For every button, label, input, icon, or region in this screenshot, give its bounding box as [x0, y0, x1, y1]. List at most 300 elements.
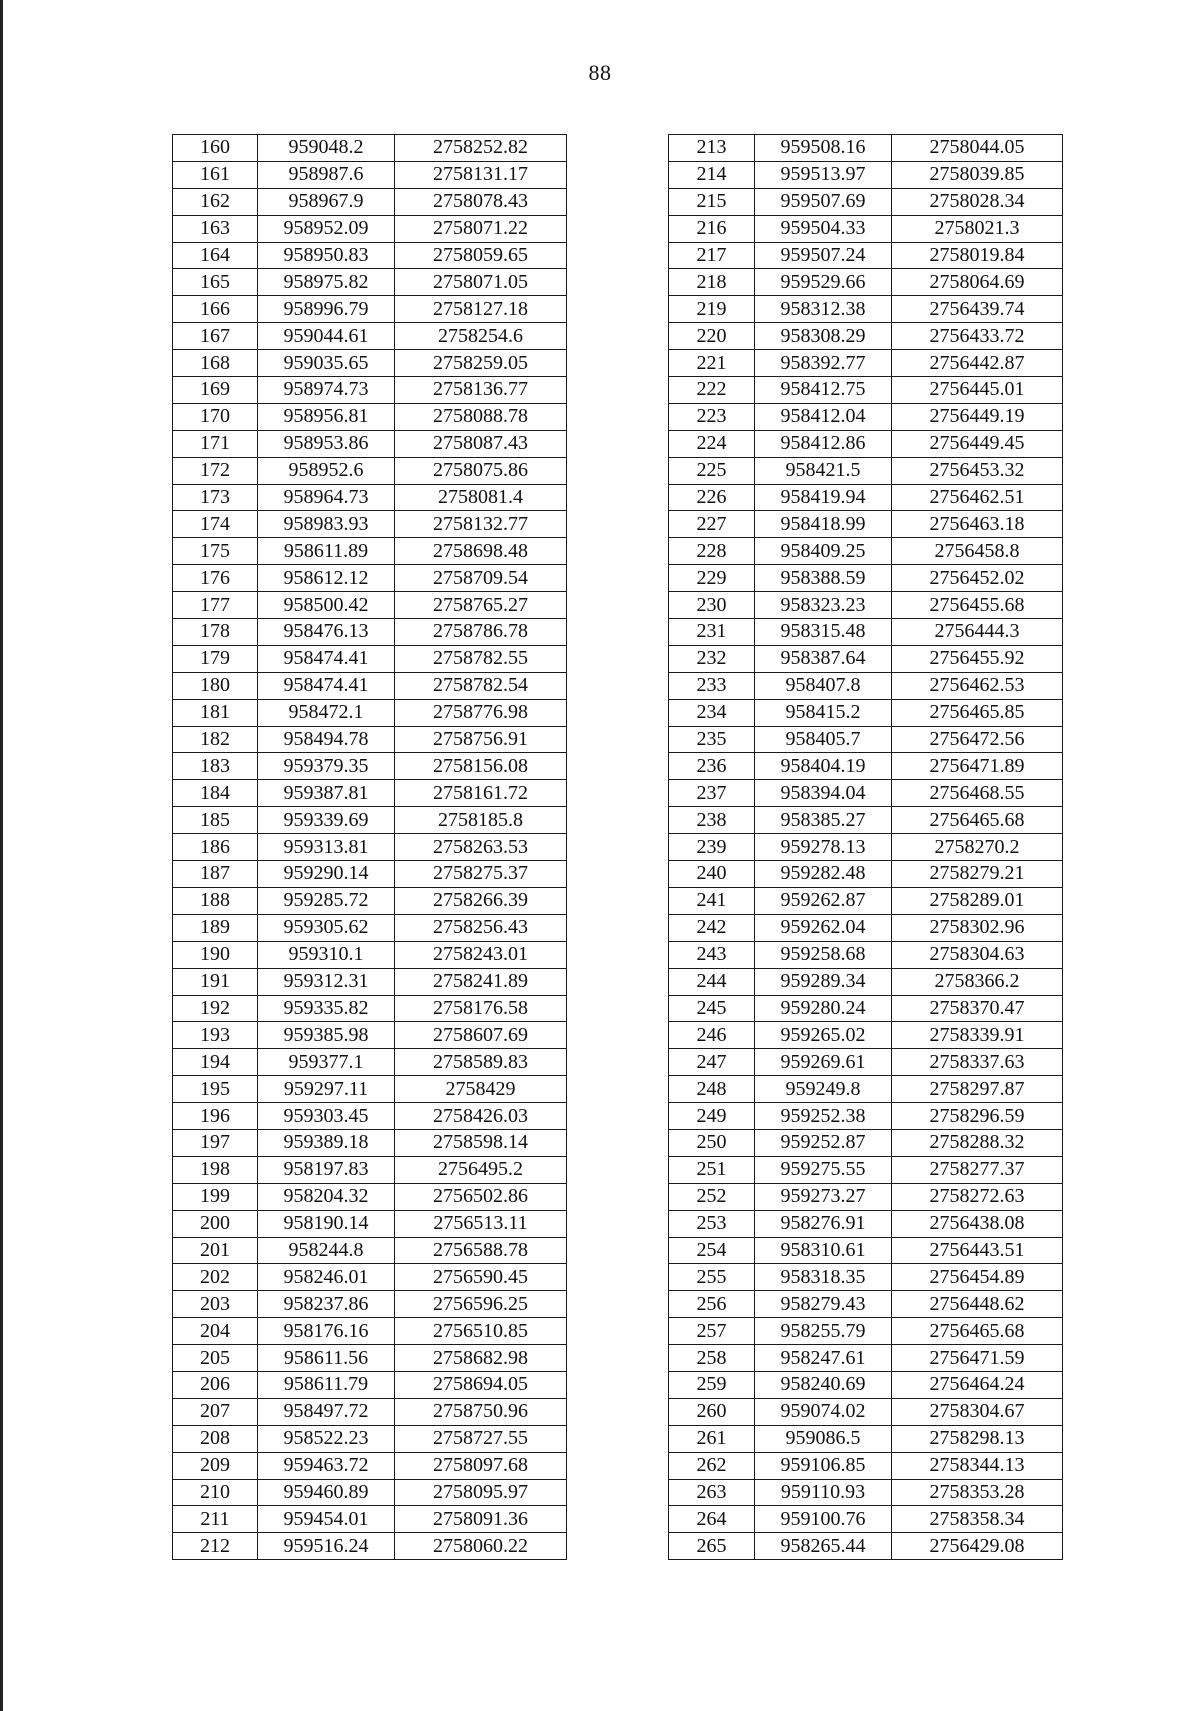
table-row [669, 1452, 1063, 1479]
y-coordinate-cell: 2758256.43 [395, 914, 567, 941]
y-coordinate-cell: 2758071.22 [395, 215, 567, 242]
y-coordinate-cell: 2758161.72 [395, 780, 567, 807]
table-row [173, 834, 567, 861]
x-coordinate-cell: 958611.56 [258, 1345, 395, 1372]
table-row [173, 1345, 567, 1372]
y-coordinate-cell: 2756449.45 [892, 430, 1063, 457]
table-row [669, 484, 1063, 511]
x-coordinate-cell: 959269.61 [755, 1049, 892, 1076]
point-number-cell: 210 [173, 1479, 258, 1506]
x-coordinate-cell: 959507.24 [755, 242, 892, 269]
point-number-cell: 163 [173, 215, 258, 242]
table-row [669, 1237, 1063, 1264]
point-number-cell: 219 [669, 296, 755, 323]
table-row [669, 914, 1063, 941]
y-coordinate-cell: 2758298.13 [892, 1425, 1063, 1452]
table-row [173, 699, 567, 726]
x-coordinate-cell: 959252.87 [755, 1129, 892, 1156]
table-row [173, 1264, 567, 1291]
table-row [173, 1237, 567, 1264]
point-number-cell: 230 [669, 592, 755, 619]
point-number-cell: 182 [173, 726, 258, 753]
y-coordinate-cell: 2758075.86 [395, 457, 567, 484]
y-coordinate-cell: 2756445.01 [892, 377, 1063, 404]
table-row [173, 645, 567, 672]
table-row [173, 914, 567, 941]
page-number: 88 [588, 60, 612, 85]
y-coordinate-cell: 2758078.43 [395, 188, 567, 215]
table-row [669, 753, 1063, 780]
y-coordinate-cell: 2756438.08 [892, 1210, 1063, 1237]
point-number-cell: 175 [173, 538, 258, 565]
y-coordinate-cell: 2758288.32 [892, 1129, 1063, 1156]
table-row [173, 1318, 567, 1345]
table-row [669, 1345, 1063, 1372]
point-number-cell: 245 [669, 995, 755, 1022]
x-coordinate-cell: 958312.38 [755, 296, 892, 323]
point-number-cell: 246 [669, 1022, 755, 1049]
table-row [669, 350, 1063, 377]
point-number-cell: 255 [669, 1264, 755, 1291]
y-coordinate-cell: 2758607.69 [395, 1022, 567, 1049]
x-coordinate-cell: 959305.62 [258, 914, 395, 941]
table-row [669, 1425, 1063, 1452]
table-row [173, 215, 567, 242]
table-row [669, 1156, 1063, 1183]
point-number-cell: 235 [669, 726, 755, 753]
x-coordinate-cell: 959516.24 [258, 1533, 395, 1560]
y-coordinate-cell: 2758039.85 [892, 161, 1063, 188]
x-coordinate-cell: 959282.48 [755, 861, 892, 888]
x-coordinate-cell: 958318.35 [755, 1264, 892, 1291]
y-coordinate-cell: 2756471.89 [892, 753, 1063, 780]
table-row [669, 1210, 1063, 1237]
table-row [173, 1103, 567, 1130]
point-number-cell: 261 [669, 1425, 755, 1452]
x-coordinate-cell: 959529.66 [755, 269, 892, 296]
x-coordinate-cell: 959454.01 [258, 1506, 395, 1533]
x-coordinate-cell: 958419.94 [755, 484, 892, 511]
table-row [669, 1506, 1063, 1533]
point-number-cell: 171 [173, 430, 258, 457]
x-coordinate-cell: 958950.83 [258, 242, 395, 269]
point-number-cell: 241 [669, 887, 755, 914]
point-number-cell: 218 [669, 269, 755, 296]
table-row [669, 430, 1063, 457]
x-coordinate-cell: 958611.89 [258, 538, 395, 565]
x-coordinate-cell: 958405.7 [755, 726, 892, 753]
table-row [173, 1076, 567, 1103]
table-row [669, 861, 1063, 888]
y-coordinate-cell: 2758279.21 [892, 861, 1063, 888]
y-coordinate-cell: 2756449.19 [892, 403, 1063, 430]
point-number-cell: 216 [669, 215, 755, 242]
y-coordinate-cell: 2758429 [395, 1076, 567, 1103]
x-coordinate-cell: 958385.27 [755, 807, 892, 834]
point-number-cell: 238 [669, 807, 755, 834]
x-coordinate-cell: 958964.73 [258, 484, 395, 511]
x-coordinate-cell: 958308.29 [755, 323, 892, 350]
table-row [173, 619, 567, 646]
x-coordinate-cell: 958276.91 [755, 1210, 892, 1237]
point-number-cell: 208 [173, 1425, 258, 1452]
table-row [669, 619, 1063, 646]
y-coordinate-cell: 2758059.65 [395, 242, 567, 269]
point-number-cell: 222 [669, 377, 755, 404]
y-coordinate-cell: 2758694.05 [395, 1371, 567, 1398]
y-coordinate-cell: 2758064.69 [892, 269, 1063, 296]
x-coordinate-cell: 958967.9 [258, 188, 395, 215]
x-coordinate-cell: 958279.43 [755, 1291, 892, 1318]
y-coordinate-cell: 2756458.8 [892, 538, 1063, 565]
y-coordinate-cell: 2756448.62 [892, 1291, 1063, 1318]
point-number-cell: 184 [173, 780, 258, 807]
point-number-cell: 223 [669, 403, 755, 430]
table-row [173, 861, 567, 888]
y-coordinate-cell: 2758021.3 [892, 215, 1063, 242]
point-number-cell: 263 [669, 1479, 755, 1506]
point-number-cell: 260 [669, 1398, 755, 1425]
x-coordinate-cell: 959387.81 [258, 780, 395, 807]
y-coordinate-cell: 2758266.39 [395, 887, 567, 914]
table-row [669, 511, 1063, 538]
point-number-cell: 162 [173, 188, 258, 215]
table-row [669, 565, 1063, 592]
table-row [669, 1318, 1063, 1345]
table-row [173, 188, 567, 215]
table-row [173, 941, 567, 968]
y-coordinate-cell: 2758254.6 [395, 323, 567, 350]
y-coordinate-cell: 2756465.68 [892, 1318, 1063, 1345]
point-number-cell: 250 [669, 1129, 755, 1156]
table-row [669, 1479, 1063, 1506]
point-number-cell: 213 [669, 135, 755, 162]
table-row [173, 1183, 567, 1210]
x-coordinate-cell: 959252.38 [755, 1103, 892, 1130]
y-coordinate-cell: 2758097.68 [395, 1452, 567, 1479]
table-row [669, 188, 1063, 215]
x-coordinate-cell: 958315.48 [755, 619, 892, 646]
point-number-cell: 164 [173, 242, 258, 269]
x-coordinate-cell: 958404.19 [755, 753, 892, 780]
table-row [173, 1291, 567, 1318]
y-coordinate-cell: 2758263.53 [395, 834, 567, 861]
table-row [669, 242, 1063, 269]
x-coordinate-cell: 959048.2 [258, 135, 395, 162]
point-number-cell: 209 [173, 1452, 258, 1479]
point-number-cell: 168 [173, 350, 258, 377]
y-coordinate-cell: 2756495.2 [395, 1156, 567, 1183]
point-number-cell: 193 [173, 1022, 258, 1049]
x-coordinate-cell: 958953.86 [258, 430, 395, 457]
point-number-cell: 200 [173, 1210, 258, 1237]
x-coordinate-cell: 959339.69 [258, 807, 395, 834]
x-coordinate-cell: 959335.82 [258, 995, 395, 1022]
point-number-cell: 221 [669, 350, 755, 377]
x-coordinate-cell: 958474.41 [258, 672, 395, 699]
point-number-cell: 190 [173, 941, 258, 968]
x-coordinate-cell: 959313.81 [258, 834, 395, 861]
table-row [173, 565, 567, 592]
point-number-cell: 170 [173, 403, 258, 430]
x-coordinate-cell: 959289.34 [755, 968, 892, 995]
y-coordinate-cell: 2758095.97 [395, 1479, 567, 1506]
x-coordinate-cell: 958407.8 [755, 672, 892, 699]
point-number-cell: 252 [669, 1183, 755, 1210]
point-number-cell: 253 [669, 1210, 755, 1237]
y-coordinate-cell: 2756442.87 [892, 350, 1063, 377]
x-coordinate-cell: 958412.75 [755, 377, 892, 404]
point-number-cell: 173 [173, 484, 258, 511]
page-edge-line [0, 0, 3, 1711]
x-coordinate-cell: 958497.72 [258, 1398, 395, 1425]
y-coordinate-cell: 2758756.91 [395, 726, 567, 753]
x-coordinate-cell: 958975.82 [258, 269, 395, 296]
y-coordinate-cell: 2758019.84 [892, 242, 1063, 269]
point-number-cell: 172 [173, 457, 258, 484]
point-number-cell: 161 [173, 161, 258, 188]
point-number-cell: 176 [173, 565, 258, 592]
y-coordinate-cell: 2758344.13 [892, 1452, 1063, 1479]
point-number-cell: 187 [173, 861, 258, 888]
table-row [669, 457, 1063, 484]
x-coordinate-cell: 958392.77 [755, 350, 892, 377]
x-coordinate-cell: 958476.13 [258, 619, 395, 646]
x-coordinate-cell: 959385.98 [258, 1022, 395, 1049]
y-coordinate-cell: 2758296.59 [892, 1103, 1063, 1130]
table-row [173, 377, 567, 404]
point-number-cell: 258 [669, 1345, 755, 1372]
y-coordinate-cell: 2758366.2 [892, 968, 1063, 995]
point-number-cell: 178 [173, 619, 258, 646]
table-row [173, 430, 567, 457]
y-coordinate-cell: 2758275.37 [395, 861, 567, 888]
x-coordinate-cell: 958421.5 [755, 457, 892, 484]
y-coordinate-cell: 2758185.8 [395, 807, 567, 834]
table-row [669, 726, 1063, 753]
y-coordinate-cell: 2756472.56 [892, 726, 1063, 753]
x-coordinate-cell: 958246.01 [258, 1264, 395, 1291]
point-number-cell: 169 [173, 377, 258, 404]
table-row [173, 538, 567, 565]
y-coordinate-cell: 2756465.85 [892, 699, 1063, 726]
y-coordinate-cell: 2758259.05 [395, 350, 567, 377]
table-row [669, 1049, 1063, 1076]
point-number-cell: 192 [173, 995, 258, 1022]
point-number-cell: 244 [669, 968, 755, 995]
point-number-cell: 226 [669, 484, 755, 511]
table-row [173, 995, 567, 1022]
x-coordinate-cell: 959044.61 [258, 323, 395, 350]
x-coordinate-cell: 958418.99 [755, 511, 892, 538]
table-row [173, 242, 567, 269]
y-coordinate-cell: 2758127.18 [395, 296, 567, 323]
table-row [669, 1076, 1063, 1103]
x-coordinate-cell: 959100.76 [755, 1506, 892, 1533]
table-row [173, 1049, 567, 1076]
x-coordinate-cell: 958244.8 [258, 1237, 395, 1264]
y-coordinate-cell: 2758132.77 [395, 511, 567, 538]
table-row [173, 1156, 567, 1183]
point-number-cell: 225 [669, 457, 755, 484]
x-coordinate-cell: 958996.79 [258, 296, 395, 323]
point-number-cell: 198 [173, 1156, 258, 1183]
x-coordinate-cell: 958987.6 [258, 161, 395, 188]
table-row [173, 1506, 567, 1533]
table-row [173, 1479, 567, 1506]
table-row [173, 296, 567, 323]
x-coordinate-cell: 959303.45 [258, 1103, 395, 1130]
y-coordinate-cell: 2758071.05 [395, 269, 567, 296]
x-coordinate-cell: 958983.93 [258, 511, 395, 538]
y-coordinate-cell: 2758131.17 [395, 161, 567, 188]
point-number-cell: 186 [173, 834, 258, 861]
x-coordinate-cell: 958412.04 [755, 403, 892, 430]
point-number-cell: 256 [669, 1291, 755, 1318]
x-coordinate-cell: 958197.83 [258, 1156, 395, 1183]
point-number-cell: 264 [669, 1506, 755, 1533]
point-number-cell: 185 [173, 807, 258, 834]
point-number-cell: 183 [173, 753, 258, 780]
table-row [669, 995, 1063, 1022]
x-coordinate-cell: 959106.85 [755, 1452, 892, 1479]
y-coordinate-cell: 2758750.96 [395, 1398, 567, 1425]
y-coordinate-cell: 2756596.25 [395, 1291, 567, 1318]
x-coordinate-cell: 959310.1 [258, 941, 395, 968]
table-row [669, 645, 1063, 672]
x-coordinate-cell: 959262.87 [755, 887, 892, 914]
point-number-cell: 215 [669, 188, 755, 215]
point-number-cell: 227 [669, 511, 755, 538]
x-coordinate-cell: 959463.72 [258, 1452, 395, 1479]
x-coordinate-cell: 958323.23 [755, 592, 892, 619]
point-number-cell: 247 [669, 1049, 755, 1076]
y-coordinate-cell: 2758028.34 [892, 188, 1063, 215]
y-coordinate-cell: 2758241.89 [395, 968, 567, 995]
y-coordinate-cell: 2756513.11 [395, 1210, 567, 1237]
point-number-cell: 234 [669, 699, 755, 726]
table-row [173, 403, 567, 430]
y-coordinate-cell: 2758353.28 [892, 1479, 1063, 1506]
point-number-cell: 239 [669, 834, 755, 861]
y-coordinate-cell: 2756471.59 [892, 1345, 1063, 1372]
point-number-cell: 167 [173, 323, 258, 350]
y-coordinate-cell: 2758277.37 [892, 1156, 1063, 1183]
y-coordinate-cell: 2758589.83 [395, 1049, 567, 1076]
y-coordinate-cell: 2756452.02 [892, 565, 1063, 592]
x-coordinate-cell: 959297.11 [258, 1076, 395, 1103]
x-coordinate-cell: 958611.79 [258, 1371, 395, 1398]
point-number-cell: 196 [173, 1103, 258, 1130]
y-coordinate-cell: 2758370.47 [892, 995, 1063, 1022]
table-row [173, 1022, 567, 1049]
point-number-cell: 179 [173, 645, 258, 672]
x-coordinate-cell: 959507.69 [755, 188, 892, 215]
table-row [669, 834, 1063, 861]
point-number-cell: 254 [669, 1237, 755, 1264]
x-coordinate-cell: 958387.64 [755, 645, 892, 672]
point-number-cell: 202 [173, 1264, 258, 1291]
x-coordinate-cell: 959265.02 [755, 1022, 892, 1049]
x-coordinate-cell: 958255.79 [755, 1318, 892, 1345]
y-coordinate-cell: 2756502.86 [395, 1183, 567, 1210]
y-coordinate-cell: 2756453.32 [892, 457, 1063, 484]
point-number-cell: 214 [669, 161, 755, 188]
x-coordinate-cell: 958240.69 [755, 1371, 892, 1398]
y-coordinate-cell: 2758358.34 [892, 1506, 1063, 1533]
table-row [669, 941, 1063, 968]
table-row [173, 753, 567, 780]
point-number-cell: 217 [669, 242, 755, 269]
y-coordinate-cell: 2758136.77 [395, 377, 567, 404]
y-coordinate-cell: 2756468.55 [892, 780, 1063, 807]
x-coordinate-cell: 958237.86 [258, 1291, 395, 1318]
table-row [173, 1210, 567, 1237]
table-row [669, 135, 1063, 162]
point-number-cell: 199 [173, 1183, 258, 1210]
table-row [669, 161, 1063, 188]
point-number-cell: 257 [669, 1318, 755, 1345]
x-coordinate-cell: 958190.14 [258, 1210, 395, 1237]
coordinate-table-right [668, 134, 1063, 1560]
table-row [669, 1103, 1063, 1130]
y-coordinate-cell: 2756510.85 [395, 1318, 567, 1345]
table-row [669, 1291, 1063, 1318]
y-coordinate-cell: 2756433.72 [892, 323, 1063, 350]
y-coordinate-cell: 2758765.27 [395, 592, 567, 619]
table-row [669, 887, 1063, 914]
x-coordinate-cell: 959262.04 [755, 914, 892, 941]
x-coordinate-cell: 958612.12 [258, 565, 395, 592]
y-coordinate-cell: 2758088.78 [395, 403, 567, 430]
point-number-cell: 194 [173, 1049, 258, 1076]
x-coordinate-cell: 959312.31 [258, 968, 395, 995]
x-coordinate-cell: 959074.02 [755, 1398, 892, 1425]
y-coordinate-cell: 2758091.36 [395, 1506, 567, 1533]
point-number-cell: 220 [669, 323, 755, 350]
table-row [173, 1371, 567, 1398]
x-coordinate-cell: 958522.23 [258, 1425, 395, 1452]
point-number-cell: 195 [173, 1076, 258, 1103]
table-row [173, 1533, 567, 1560]
table-row [669, 672, 1063, 699]
table-row [173, 1129, 567, 1156]
point-number-cell: 205 [173, 1345, 258, 1372]
y-coordinate-cell: 2756429.08 [892, 1533, 1063, 1560]
point-number-cell: 189 [173, 914, 258, 941]
y-coordinate-cell: 2758782.55 [395, 645, 567, 672]
point-number-cell: 232 [669, 645, 755, 672]
y-coordinate-cell: 2758156.08 [395, 753, 567, 780]
x-coordinate-cell: 958265.44 [755, 1533, 892, 1560]
point-number-cell: 233 [669, 672, 755, 699]
x-coordinate-cell: 958204.32 [258, 1183, 395, 1210]
point-number-cell: 262 [669, 1452, 755, 1479]
y-coordinate-cell: 2756588.78 [395, 1237, 567, 1264]
table-row [173, 135, 567, 162]
point-number-cell: 249 [669, 1103, 755, 1130]
point-number-cell: 203 [173, 1291, 258, 1318]
point-number-cell: 191 [173, 968, 258, 995]
x-coordinate-cell: 958474.41 [258, 645, 395, 672]
table-row [669, 323, 1063, 350]
table-row [173, 780, 567, 807]
y-coordinate-cell: 2758243.01 [395, 941, 567, 968]
x-coordinate-cell: 958494.78 [258, 726, 395, 753]
x-coordinate-cell: 959280.24 [755, 995, 892, 1022]
table-row [173, 1452, 567, 1479]
point-number-cell: 236 [669, 753, 755, 780]
